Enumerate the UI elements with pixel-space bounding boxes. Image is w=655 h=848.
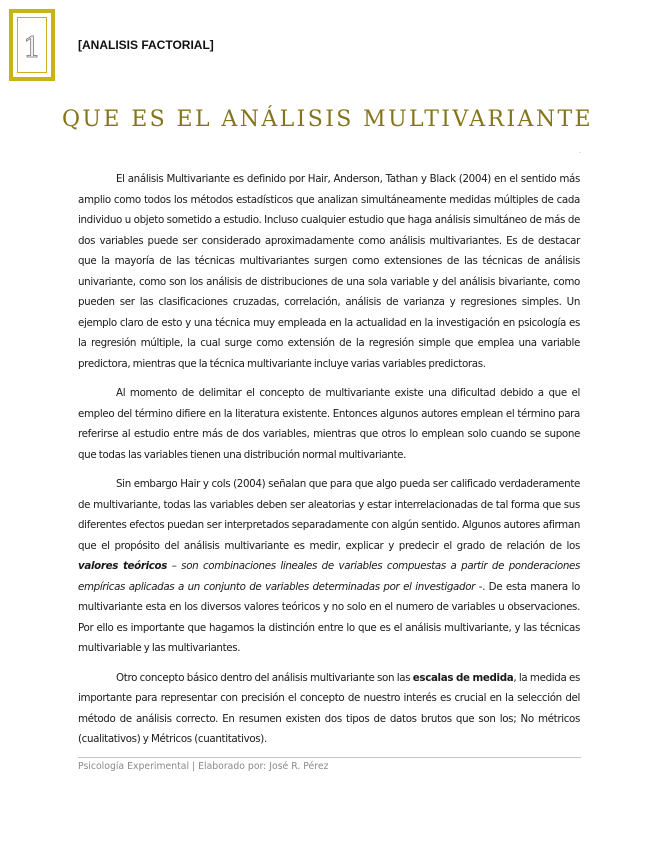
paragraph-4 — [78, 668, 580, 750]
paragraph-1: El análisis Multivariante es definido por Hair, Anderson, Tathan y Black (2004) en el sentido más amplio como todos los métodos estadísticos que analizan simultáneamente medidas múltiples de cada individuo u objeto sometido a estudio. Incluso cualquier estudio que haga análisis simultáneo de más de dos variables puede ser considerado aproximadamente como análisis multivariantes. Es de destacar que la mayoría de las técnicas multivariantes surgen como extensiones de las técnicas de análisis univariante, como son los análisis de distribuciones de una sola variable y del análisis bivariante, como pueden ser las clasificaciones cruzadas, correlación, análisis de varianza y regresiones simples. Un ejemplo claro de esto y una técnica muy empleada en la actualidad en la investigación en psicología es la regresión múltiple, la cual surge como extensión de la regresión simple que emplea una variable predictora, mientras que la técnica multivariante incluye varias variables predictoras. — [78, 173, 580, 370]
page-number: 1 — [23, 30, 41, 64]
paragraph-2: Al momento de delimitar el concepto de multivariante existe una dificultad debido a que el empleo del término difiere en la literatura existente. Entonces algunos autores emplean el término para referirse al estudio entre más de dos variables, mientras que otros lo emplean solo cuando se supone que todas las variables tienen una distribución normal multivariante. — [78, 387, 580, 461]
page-footer: Psicología Experimental | Elaborado por: José R. Pérez — [78, 761, 329, 772]
paragraph-4-text-b: , la medida es importante para representar con precisión el concepto de nuestro interés es crucial en la selección del método de análisis correcto. En resumen existen dos tipos de datos brutos que son los; No métricos (cualitativos) y Métricos (cuantitativos). — [78, 671, 580, 745]
paragraph-3-text-a: Sin embargo Hair y cols (2004) señalan que para que algo pueda ser calificado verdaderamente de multivariante, todas las variables deben ser aleatorias y estar interrelacionadas de tal forma que sus diferentes efectos puedan ser interpretados separadamente con algún sentido. Algunos autores afirman que el propósito del análisis multivariante es medir, explicar y predecir el grado de relación de los — [78, 478, 580, 552]
page-number-badge — [9, 9, 55, 81]
body-text — [78, 169, 580, 759]
decorative-dot: · — [579, 150, 581, 157]
running-header-title: [ANALISIS FACTORIAL] — [78, 38, 214, 52]
escalas-de-medida-term: escalas de medida — [412, 671, 514, 684]
page-heading: QUE ES EL ANÁLISIS MULTIVARIANTE — [61, 107, 594, 132]
paragraph-3-text-b: -. De esta manera lo multivariante esta en los diversos valores teóricos y no solo en el numero de variables u observaciones. Por ello es importante que hagamos la distinción entre lo que es el análisis multivariante, y las técnicas multivariable y las multivariantes. — [78, 580, 580, 654]
paragraph-4-text-a: Otro concepto básico dentro del análisis multivariante son las — [116, 671, 413, 684]
paragraph-3 — [78, 474, 580, 659]
valores-teoricos-definition: – son combinaciones lineales de variables compuestas a partir de ponderaciones empíricas aplicadas a un conjunto de variables determinadas por el investigador — [78, 560, 581, 593]
footer-divider — [78, 757, 581, 758]
valores-teoricos-term: valores teóricos — [78, 560, 168, 572]
